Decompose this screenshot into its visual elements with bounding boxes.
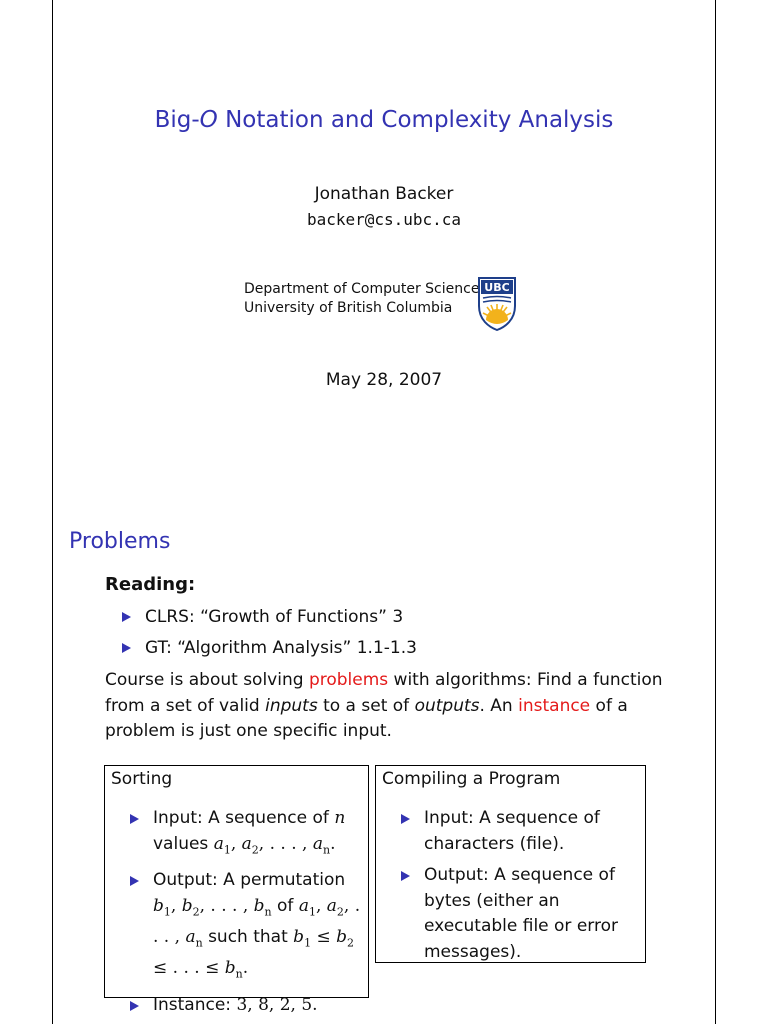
paragraph-text: of a problem is just one specific input. [105,695,628,741]
compile-box-title: Compiling a Program [382,769,561,789]
sorting-input-values-label: values [153,833,214,854]
paragraph-text: . An [479,695,519,716]
reading-list [122,607,417,669]
compile-item-text: Input: A sequence of characters (file). [424,808,600,854]
bullet-triangle-icon [401,871,410,881]
sequence-a-math: $a_1$, $a_2$, . . . , $a_n$. [213,833,336,856]
frame-title: Problems [69,529,171,554]
paragraph-text: with algorithms: Find a function from a set of valid [105,670,663,716]
list-item [122,638,417,658]
sorting-box-title: Sorting [111,769,173,789]
bullet-triangle-icon [401,814,410,824]
bullet-triangle-icon [130,814,139,824]
highlight-instance: instance [518,695,591,716]
list-item [401,863,641,965]
sorting-input-n: n [334,808,346,828]
sorting-instance-label: Instance: [153,994,237,1015]
sorting-output-such: such that [202,926,288,947]
author-email: backer@cs.ubc.ca [306,210,462,229]
presentation-title [53,107,715,133]
logo-text: UBC [484,281,510,294]
list-item [130,993,366,1019]
sorting-output-label: Output: A permutation [153,870,346,891]
title-prefix: Big- [154,107,200,133]
sorting-instance-value: 3, 8, 2, 5. [236,994,318,1015]
reading-label: Reading: [105,574,196,595]
sorting-list [130,806,366,1024]
sorting-input-label: Input: A sequence of [153,808,335,828]
sequence-b-math: $b_1$, $b_2$, . . . , $b_n$ [153,895,272,919]
emphasis-outputs: outputs [414,695,480,716]
ubc-logo-icon [477,276,517,331]
author-name: Jonathan Backer [314,184,454,204]
title-slide [53,0,715,470]
bullet-triangle-icon [130,1001,139,1011]
list-item [401,806,641,857]
intro-paragraph [105,668,671,745]
page-border-right [715,0,716,1024]
paragraph-text: to a set of [317,695,415,716]
university: University of British Columbia [244,300,453,316]
bullet-triangle-icon [122,643,131,653]
list-item [122,607,417,627]
title-italic-o: O [199,107,218,133]
compile-box [375,765,646,963]
department: Department of Computer Science [244,281,480,297]
emphasis-inputs: inputs [265,695,318,716]
bullet-triangle-icon [122,612,131,622]
paragraph-text: Course is about solving [105,670,309,690]
list-item [130,806,366,862]
reading-item-text: GT: “Algorithm Analysis” 1.1-1.3 [145,638,417,658]
compile-list [401,806,641,971]
sequence-a-math: $a_1$, $a_2$, . . . , $a_n$ [153,895,361,950]
highlight-problems: problems [308,670,389,690]
compile-item-text: Output: A sequence of bytes (either an executable file or error messages). [424,865,618,962]
bullet-triangle-icon [130,876,139,886]
presentation-date: May 28, 2007 [325,370,443,390]
title-suffix: Notation and Complexity Analysis [217,107,614,133]
sorting-box [104,765,369,1015]
sorted-inequality-math: $b_1 \le b_2$ ≤ . . . ≤ $b_n$. [153,926,355,981]
list-item: Output: A permutation $b_1$, $b_2$, . . . , $b_n$ of $a_1$, $a_2$, . . . , $a_n$ such that $b_1 \le b_2$ ≤ . . . ≤ $b_n$. [130,868,366,986]
affiliation [244,280,479,318]
reading-item-text: CLRS: “Growth of Functions” 3 [145,607,404,627]
